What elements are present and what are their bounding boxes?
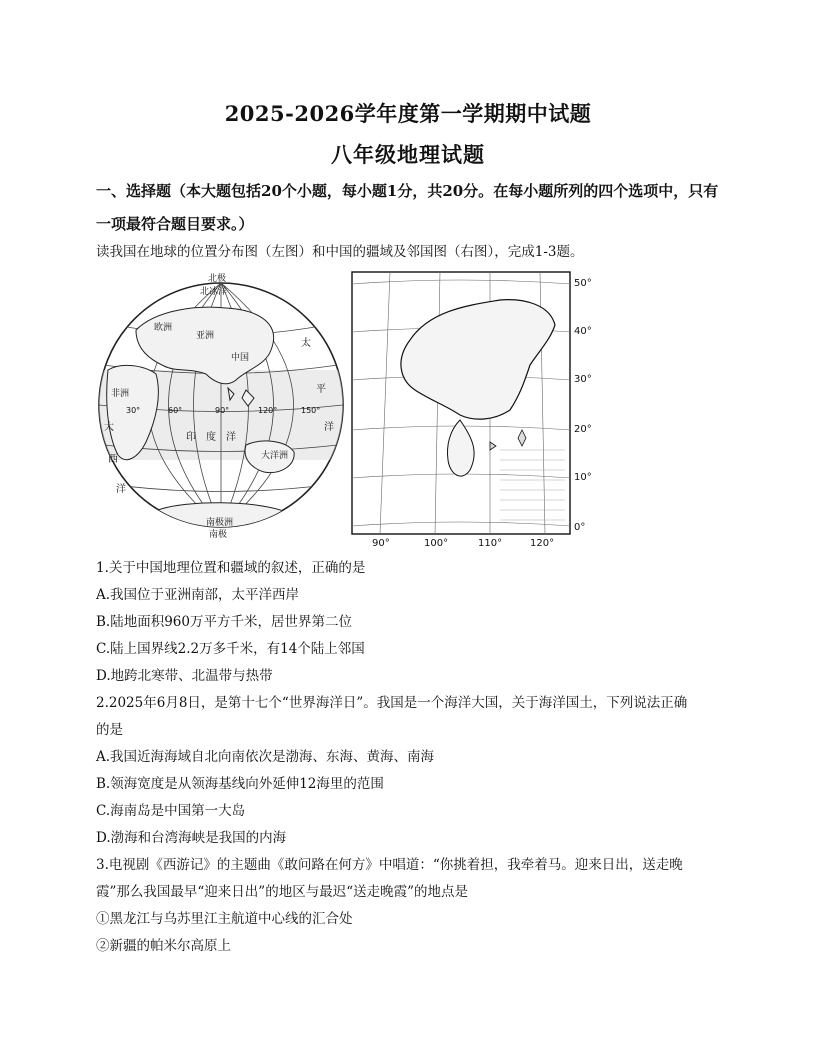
question-3-stem: 3.电视剧《西游记》的主题曲《敢问路在何方》中唱道：“你挑着担，我牵着马。迎来日出，送走晚 (96, 857, 683, 873)
globe-lon-label: 90° (215, 406, 230, 415)
globe-lon-label: 30° (126, 406, 141, 415)
question-1-stem: 1.关于中国地理位置和疆域的叙述，正确的是 (96, 560, 366, 576)
map-lat-label: 20° (574, 424, 592, 435)
map-lat-label: 40° (574, 326, 592, 337)
question-2-option-b: B.领海宽度是从领海基线向外延伸12海里的范围 (96, 776, 384, 792)
label-pacific-1: 太 (301, 338, 311, 349)
globe-svg (96, 270, 346, 538)
globe-figure (96, 270, 346, 538)
question-1-option-b: B.陆地面积960万平方千米，居世界第二位 (96, 614, 352, 630)
map-lat-label: 30° (574, 374, 592, 385)
map-lon-label: 100° (424, 538, 449, 548)
label-pacific-2: 平 (316, 384, 326, 395)
map-lat-label: 10° (574, 472, 592, 483)
question-2-stem: 2.2025年6月8日，是第十七个“世界海洋日”。我国是一个海洋大国，关于海洋国土，下列说法正确 (96, 695, 688, 711)
map-lat-label: 0° (574, 522, 586, 533)
label-europe: 欧洲 (154, 323, 173, 333)
label-china: 中国 (231, 353, 250, 363)
label-indian-3: 洋 (226, 432, 236, 443)
label-atlantic-3: 洋 (116, 484, 126, 495)
map-lat-label: 50° (574, 278, 592, 289)
label-oceania: 大洋洲 (261, 451, 289, 461)
section-heading: 一、选择题（本大题包括20个小题，每小题1分，共20分。在每小题所列的四个选项中，只有一项最符合题目要求。） (96, 182, 719, 233)
label-atlantic-2: 西 (108, 454, 118, 465)
label-asia: 亚洲 (196, 331, 215, 341)
question-3-option-1: ①黑龙江与乌苏里江主航道中心线的汇合处 (96, 911, 353, 927)
globe-lon-label: 150° (301, 406, 321, 415)
map-lon-label: 90° (372, 538, 390, 548)
label-north-pole: 北极 (208, 274, 227, 284)
map-lon-label: 120° (530, 538, 555, 548)
question-3-option-2: ②新疆的帕米尔高原上 (96, 938, 231, 954)
china-map-svg (350, 270, 600, 548)
globe-lon-label: 120° (258, 406, 278, 415)
exam-subtitle: 八年级地理试题 (331, 142, 485, 167)
label-arctic-ocean: 北冰洋 (200, 287, 228, 297)
question-1-option-d: D.地跨北寒带、北温带与热带 (96, 668, 273, 684)
label-africa: 非洲 (111, 389, 130, 399)
label-south-pole: 南极 (209, 530, 228, 538)
question-2-option-c: C.海南岛是中国第一大岛 (96, 803, 246, 819)
label-indian-2: 度 (206, 432, 216, 443)
question-2-option-d: D.渤海和台湾海峡是我国的内海 (96, 830, 287, 846)
china-map-figure (350, 270, 600, 548)
question-3-stem-cont: 霞”那么我国最早“迎来日出”的地区与最迟“送走晚霞”的地点是 (96, 884, 469, 900)
label-indian-1: 印 (186, 432, 196, 443)
exam-title: 2025-2026学年度第一学期期中试题 (224, 101, 592, 126)
question-2-option-a: A.我国近海海域自北向南依次是渤海、东海、黄海、南海 (96, 749, 435, 765)
label-pacific-3: 洋 (324, 422, 334, 433)
map-lon-label: 110° (478, 538, 503, 548)
question-1-option-c: C.陆上国界线2.2万多千米，有14个陆上邻国 (96, 641, 365, 657)
globe-lon-label: 60° (168, 406, 183, 415)
question-2-stem-cont: 的是 (96, 722, 123, 738)
label-antarctica: 南极洲 (206, 518, 234, 528)
label-atlantic-1: 大 (104, 422, 114, 433)
question-1-option-a: A.我国位于亚洲南部，太平洋西岸 (96, 587, 300, 603)
figure-intro: 读我国在地球的位置分布图（左图）和中国的疆域及邻国图（右图），完成1-3题。 (96, 244, 584, 260)
